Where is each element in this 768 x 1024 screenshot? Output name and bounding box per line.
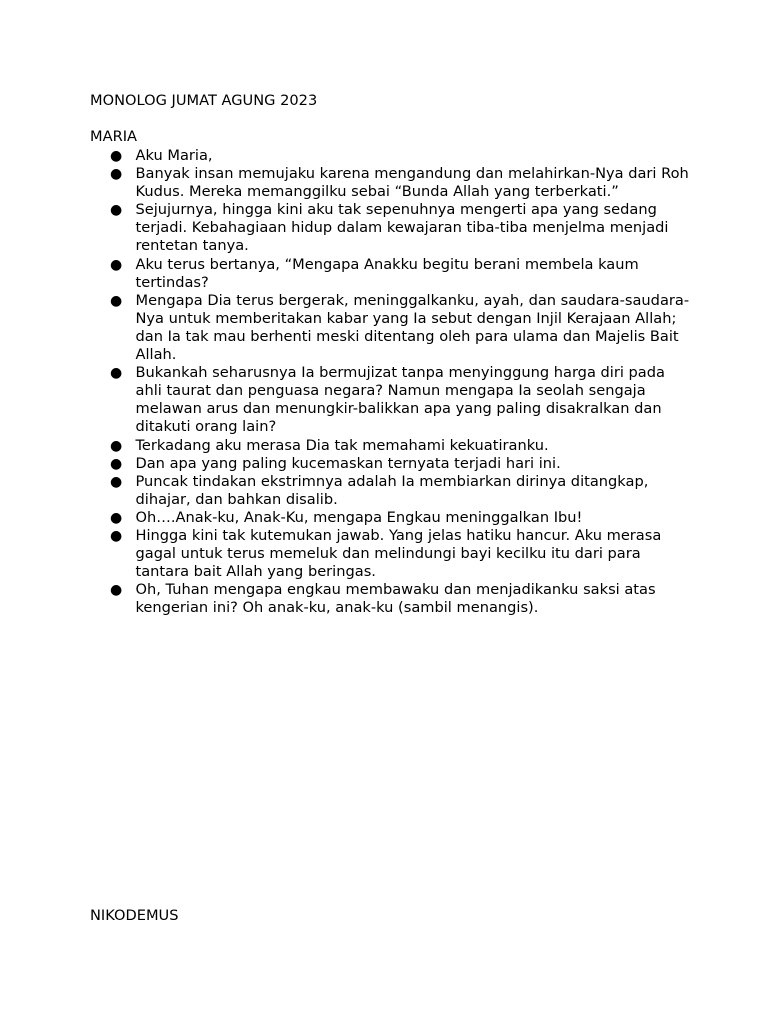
bullet-icon: ●: [110, 256, 123, 273]
bullet-icon: ●: [110, 365, 123, 382]
line-text: Mengapa Dia terus bergerak, meninggalkanku, ayah, dan saudara-saudara-Nya untuk memberitakan kabar yang Ia sebut dengan Injil Kerajaan Allah; dan Ia tak mau berhenti meski ditentang oleh para ulama dan Majelis Bait Allah.: [135, 291, 690, 364]
monologue-line: [90, 256, 690, 292]
bullet-icon: ●: [110, 509, 123, 526]
bullet-icon: ●: [110, 437, 123, 454]
line-text: Bukankah seharusnya Ia bermujizat tanpa menyinggung harga diri pada ahli taurat dan penguasa negara? Namun mengapa Ia seolah sengaja melawan arus dan menungkir-balikkan apa yang paling disakralkan dan ditakuti orang lain?: [135, 364, 665, 436]
monologue-line: [90, 581, 690, 617]
bullet-icon: ●: [110, 292, 123, 309]
speaker-nikodemus: NIKODEMUS: [90, 907, 179, 924]
line-text: Puncak tindakan ekstrimnya adalah Ia membiarkan dirinya ditangkap, dihajar, dan bahkan disalib.: [135, 472, 649, 508]
maria-monologue-list: [90, 147, 690, 617]
line-text: Aku terus bertanya, “Mengapa Anakku begitu berani membela kaum tertindas?: [135, 255, 639, 291]
monologue-line: [90, 527, 690, 581]
line-text: Banyak insan memujaku karena mengandung dan melahirkan-Nya dari Roh Kudus. Mereka memanggilku sebai “Bunda Allah yang terberkati.”: [135, 165, 689, 201]
bullet-icon: ●: [110, 148, 123, 164]
line-text: Terkadang aku merasa Dia tak memahami kekuatiranku.: [135, 436, 549, 454]
monologue-line: [90, 364, 690, 436]
monologue-line: [90, 455, 690, 473]
monologue-line: [90, 437, 690, 455]
line-text: Sejujurnya, hingga kini aku tak sepenuhnya mengerti apa yang sedang terjadi. Kebahagiaan hidup dalam kewajaran tiba-tiba menjelma menjadi rentetan tanya.: [135, 201, 669, 255]
monologue-line: [90, 292, 690, 364]
monologue-line: [90, 473, 690, 509]
bullet-icon: ●: [110, 527, 123, 544]
line-text: Aku Maria,: [135, 147, 213, 164]
monologue-line: [90, 147, 690, 165]
line-text: Oh, Tuhan mengapa engkau membawaku dan menjadikanku saksi atas kengerian ini? Oh anak-ku, anak-ku (sambil menangis).: [135, 581, 656, 617]
monologue-line: [90, 509, 690, 527]
bullet-icon: ●: [110, 166, 123, 183]
bullet-icon: ●: [110, 455, 123, 472]
bullet-icon: ●: [110, 202, 123, 219]
monologue-line: [90, 165, 690, 201]
bullet-icon: ●: [110, 473, 123, 490]
line-text: Hingga kini tak kutemukan jawab. Yang jelas hatiku hancur. Aku merasa gagal untuk terus memeluk dan melindungi bayi kecilku itu dari para tantara bait Allah yang beringas.: [135, 526, 662, 581]
monologue-line: [90, 201, 690, 255]
line-text: Dan apa yang paling kucemaskan ternyata terjadi hari ini.: [135, 454, 561, 472]
speaker-maria: MARIA: [90, 128, 138, 145]
bullet-icon: ●: [110, 582, 123, 599]
document-title: MONOLOG JUMAT AGUNG 2023: [90, 92, 318, 109]
line-text: Oh….Anak-ku, Anak-Ku, mengapa Engkau meninggalkan Ibu!: [135, 508, 583, 526]
